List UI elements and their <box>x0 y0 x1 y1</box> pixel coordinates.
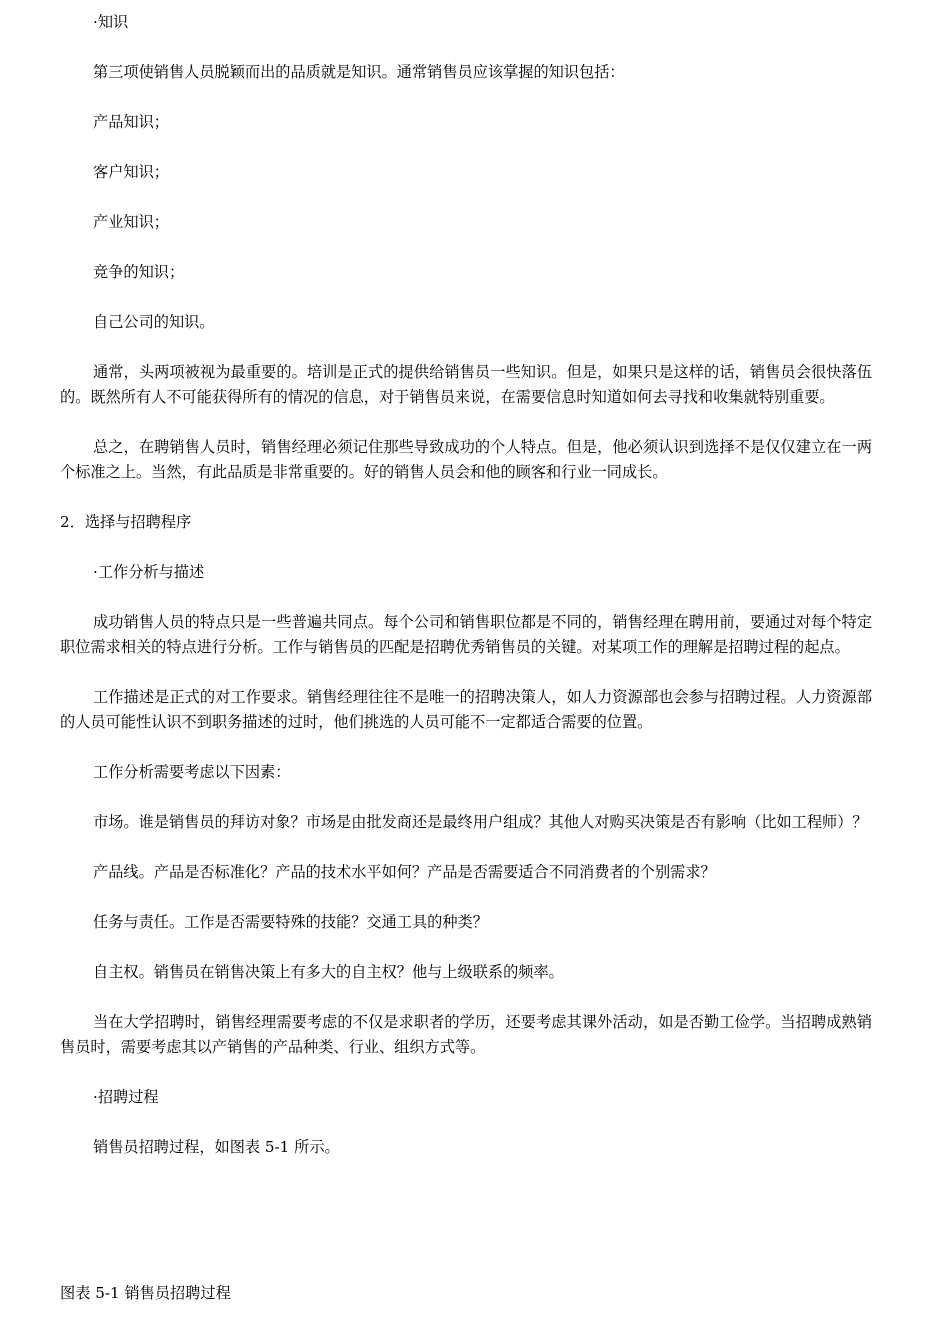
paragraph-factor-autonomy: 自主权。销售员在销售决策上有多大的自主权？他与上级联系的频率。 <box>93 963 564 981</box>
list-item-product-knowledge: 产品知识； <box>93 113 169 131</box>
paragraph-knowledge-intro: 第三项使销售人员脱颖而出的品质就是知识。通常销售员应该掌握的知识包括： <box>93 63 625 81</box>
paragraph-job-description: 工作描述是正式的对工作要求。销售经理往往不是唯一的招聘决策人，如人力资源部也会参与招聘过程。人力资源部的人员可能性认识不到职务描述的过时，他们挑选的人员可能不一定都适合需要的位置。 <box>60 688 872 731</box>
document-body <box>60 10 872 1160</box>
paragraph-campus-recruiting: 当在大学招聘时，销售经理需要考虑的不仅是求职者的学历，还要考虑其课外活动，如是否勤工俭学。当招聘成熟销售员时，需要考虑其以产销售的产品种类、行业、组织方式等。 <box>60 1013 872 1056</box>
figure-caption: 图表 5-1 销售员招聘过程 <box>60 1284 231 1302</box>
paragraph-training: 通常，头两项被视为最重要的。培训是正式的提供给销售员一些知识。但是，如果只是这样的话，销售员会很快落伍的。既然所有人不可能获得所有的情况的信息，对于销售员来说，在需要信息时知道如何去寻找和收集就特别重要。 <box>60 363 872 406</box>
list-item-customer-knowledge: 客户知识； <box>93 163 169 181</box>
paragraph-factors-intro: 工作分析需要考虑以下因素： <box>93 763 291 781</box>
paragraph-job-analysis: 成功销售人员的特点只是一些普遍共同点。每个公司和销售职位都是不同的，销售经理在聘用前，要通过对每个特定职位需求相关的特点进行分析。工作与销售员的匹配是招聘优秀销售员的关键。对某项工作的理解是招聘过程的起点。 <box>60 613 872 656</box>
list-item-company-knowledge: 自己公司的知识。 <box>93 313 215 331</box>
paragraph-summary: 总之，在聘销售人员时，销售经理必须记住那些导致成功的个人特点。但是，他必须认识到选择不是仅仅建立在一两个标准之上。当然，有此品质是非常重要的。好的销售人员会和他的顾客和行业一同成长。 <box>60 438 872 481</box>
paragraph-knowledge-heading: ·知识 <box>93 13 129 31</box>
paragraph-factor-tasks: 任务与责任。工作是否需要特殊的技能？交通工具的种类？ <box>93 913 488 931</box>
paragraph-factor-product-line: 产品线。产品是否标准化？产品的技术水平如何？产品是否需要适合不同消费者的个别需求？ <box>93 863 716 881</box>
list-item-industry-knowledge: 产业知识； <box>93 213 169 231</box>
subheading-job-analysis: ·工作分析与描述 <box>93 563 205 581</box>
list-item-competition-knowledge: 竞争的知识； <box>93 263 185 281</box>
subheading-recruiting-process: ·招聘过程 <box>93 1088 159 1106</box>
paragraph-factor-market: 市场。谁是销售员的拜访对象？市场是由批发商还是最终用户组成？其他人对购买决策是否有影响（比如工程师）？ <box>93 813 868 831</box>
section-heading-selection: 2．选择与招聘程序 <box>60 513 192 531</box>
paragraph-recruiting-process: 销售员招聘过程，如图表 5-1 所示。 <box>93 1138 340 1156</box>
